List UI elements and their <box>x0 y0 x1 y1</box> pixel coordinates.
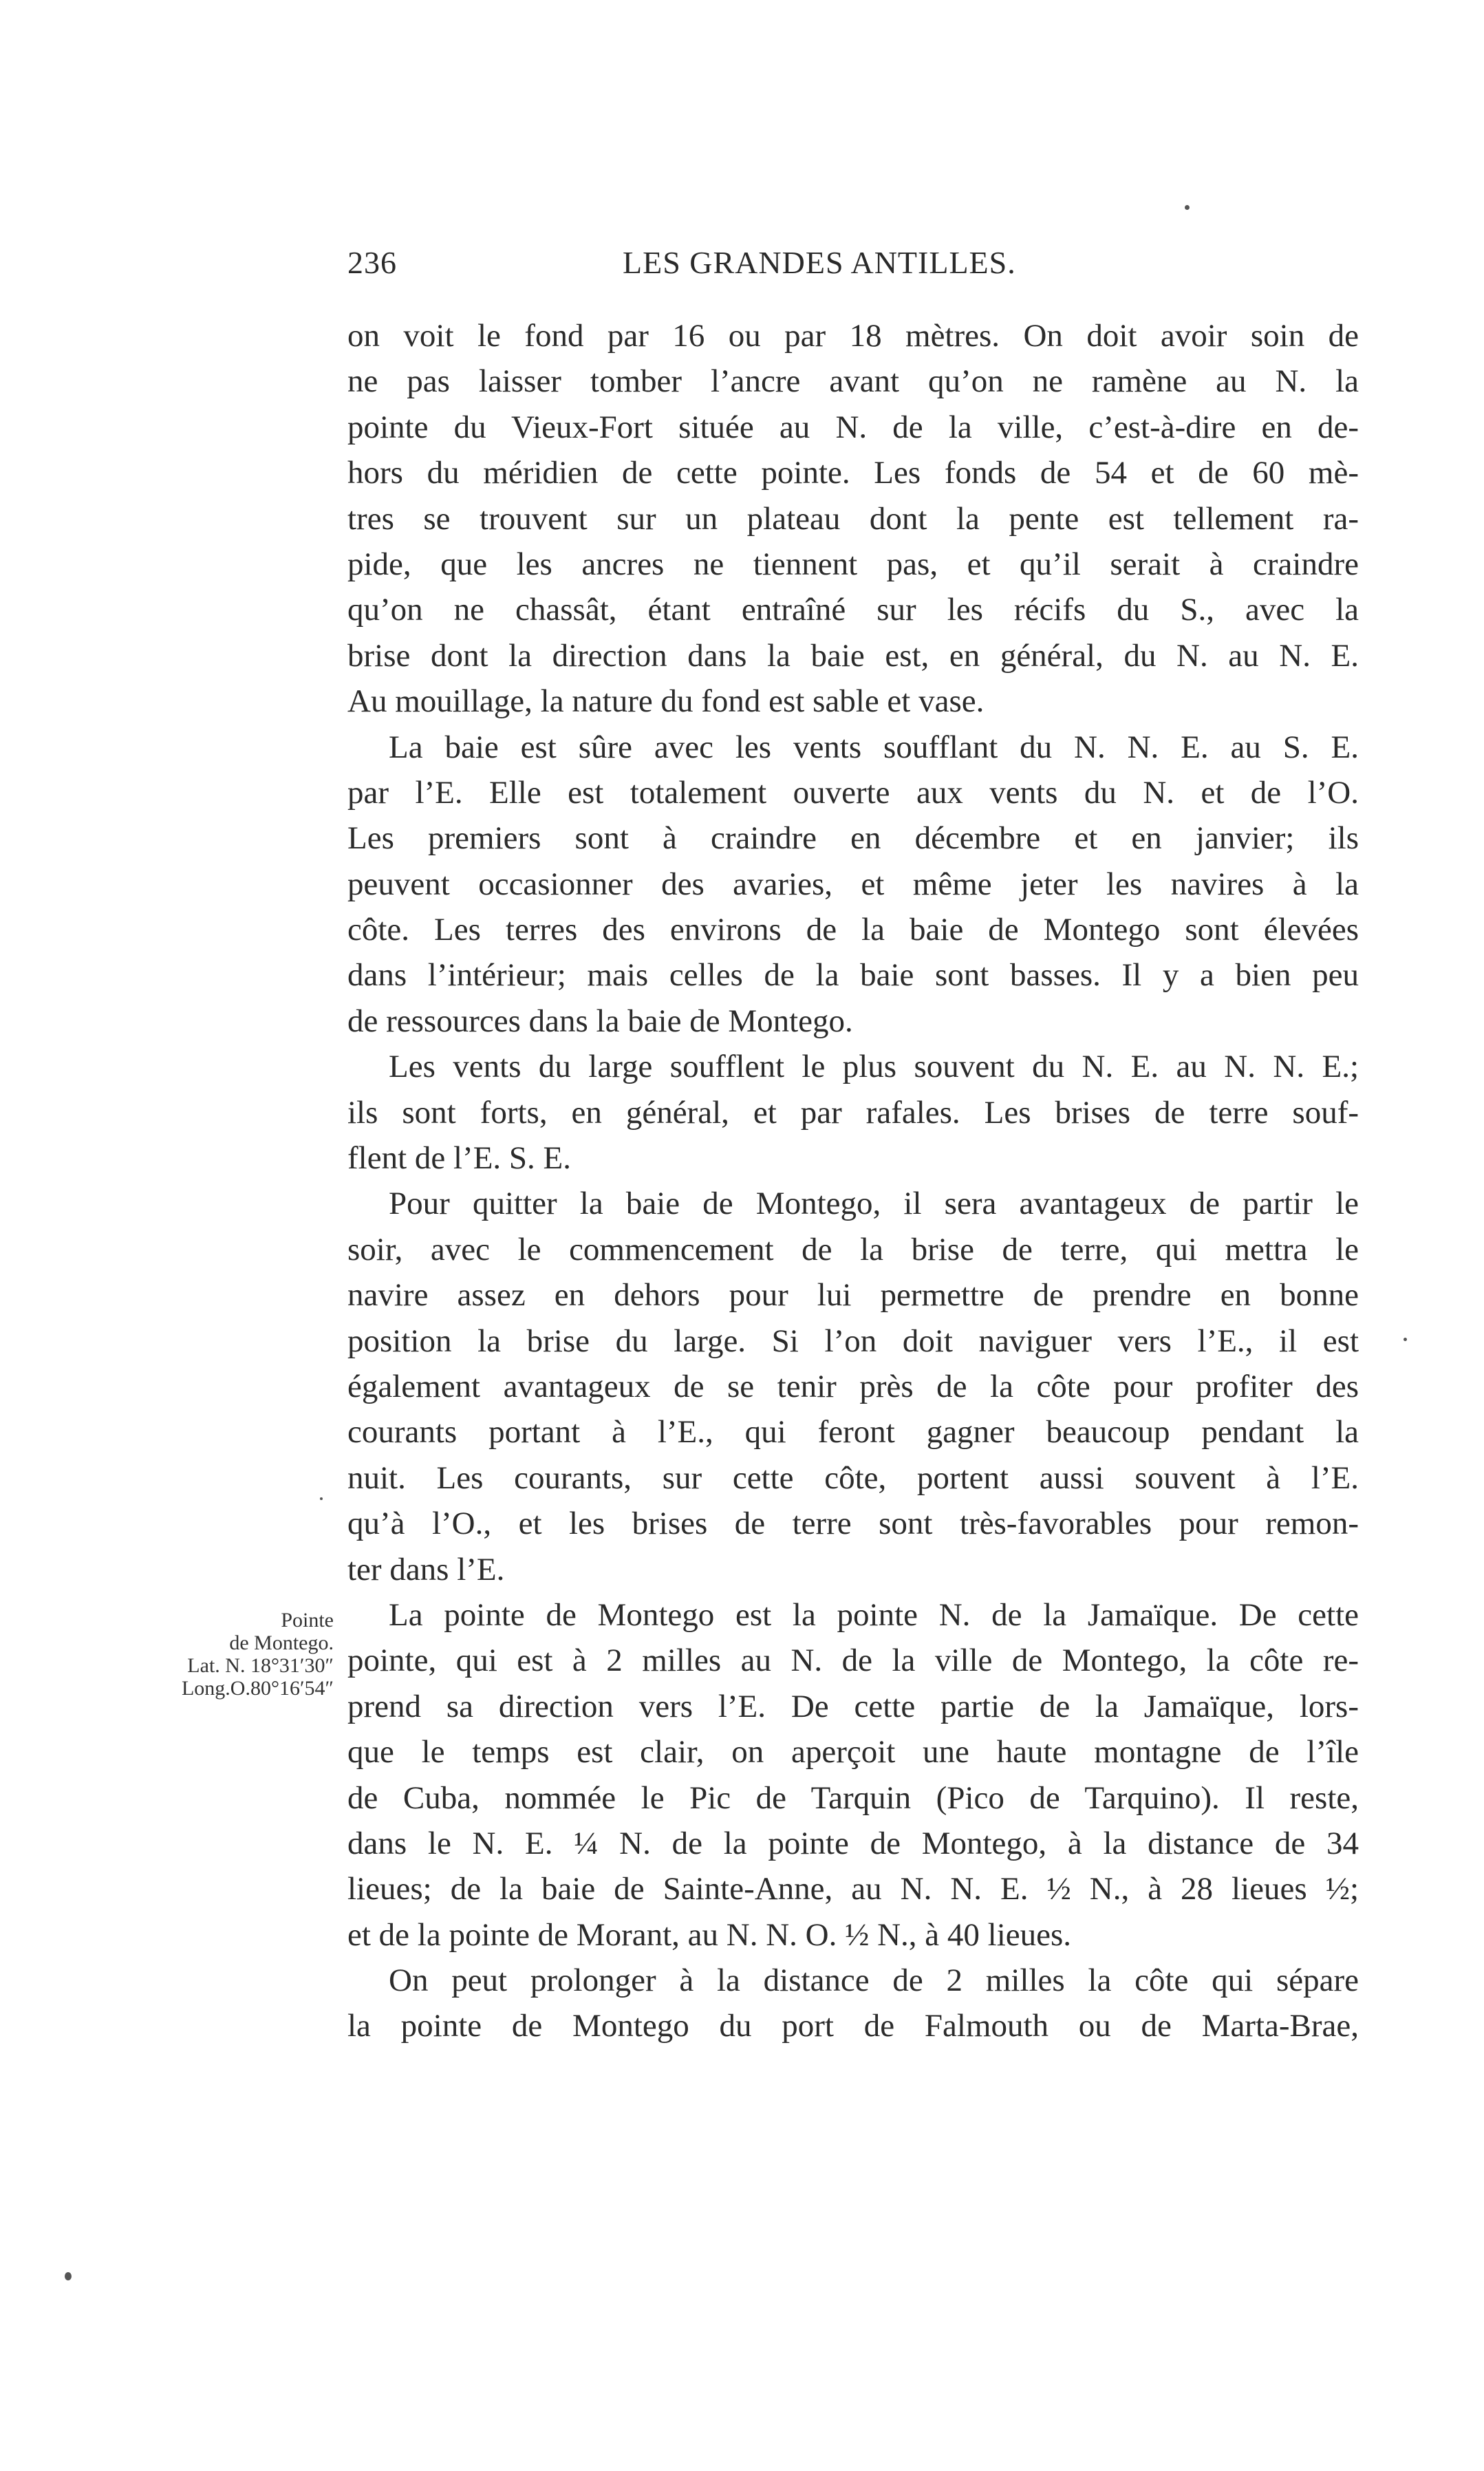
text-line: on voit le fond par 16 ou par 18 mètres. On doit avoir soin de <box>347 318 1359 354</box>
text-line: peuvent occasionner des avaries, et même jeter les navires à la <box>347 866 1359 902</box>
text-line: qu’à l’O., et les brises de terre sont très-favorables pour remon- <box>347 1506 1359 1542</box>
text-line: dans l’intérieur; mais celles de la baie sont basses. Il y a bien peu <box>347 957 1359 994</box>
text-line: courants portant à l’E., qui feront gagner beaucoup pendant la <box>347 1414 1359 1451</box>
text-line: dans le N. E. ¼ N. de la pointe de Montego, à la distance de 34 <box>347 1825 1359 1861</box>
text-line: On peut prolonger à la distance de 2 milles la côte qui sépare <box>389 1962 1359 1999</box>
text-line: tres se trouvent sur un plateau dont la pente est tellement ra- <box>347 500 1359 537</box>
text-line: Au mouillage, la nature du fond est sable et vase. <box>347 683 985 720</box>
text-line: nuit. Les courants, sur cette côte, portent aussi souvent à l’E. <box>347 1459 1359 1496</box>
running-title: LES GRANDES ANTILLES. <box>623 245 1016 280</box>
margin-note-line: de Montego. <box>229 1632 334 1654</box>
margin-note-line: Long.O.80°16′54″ <box>181 1677 334 1700</box>
margin-note-line: Pointe <box>281 1609 334 1632</box>
running-head <box>347 244 1359 286</box>
print-speck <box>65 2272 72 2280</box>
text-line: que le temps est clair, on aperçoit une haute montagne de l’île <box>347 1734 1359 1771</box>
body-text <box>347 313 1359 2049</box>
text-line: pide, que les ancres ne tiennent pas, et qu’il serait à craindre <box>347 546 1359 582</box>
text-line: lieues; de la baie de Sainte-Anne, au N. N. E. ½ N., à 28 lieues ½; <box>347 1871 1359 1907</box>
text-line: par l’E. Elle est totalement ouverte aux vents du N. et de l’O. <box>347 774 1359 811</box>
print-speck <box>1185 205 1190 210</box>
text-line: qu’on ne chassât, étant entraîné sur les récifs du S., avec la <box>347 592 1359 628</box>
text-line: Les premiers sont à craindre en décembre et en janvier; ils <box>347 820 1359 857</box>
paragraph-pointe-montego <box>347 1592 1359 1958</box>
text-line: et de la pointe de Morant, au N. N. O. ½ N., à 40 lieues. <box>347 1916 1072 1953</box>
text-line: flent de l’E. S. E. <box>347 1140 572 1177</box>
text-line: La baie est sûre avec les vents soufflant du N. N. E. au S. E. <box>389 729 1359 765</box>
text-line: soir, avec le commencement de la brise de terre, qui mettra le <box>347 1231 1359 1267</box>
text-line: pointe, qui est à 2 milles au N. de la ville de Montego, la côte re- <box>347 1643 1359 1679</box>
margin-note-pointe-de-montego <box>158 1609 334 1700</box>
text-line: Pour quitter la baie de Montego, il sera avantageux de partir le <box>389 1186 1359 1222</box>
text-line: de Cuba, nommée le Pic de Tarquin (Pico de Tarquino). Il reste, <box>347 1779 1359 1816</box>
print-speck <box>1404 1338 1407 1341</box>
text-line: Les vents du large soufflent le plus souvent du N. E. au N. N. E.; <box>389 1049 1359 1085</box>
text-line: La pointe de Montego est la pointe N. de la Jamaïque. De cette <box>389 1596 1359 1633</box>
text-line: ils sont forts, en général, et par rafales. Les brises de terre souf- <box>347 1094 1359 1131</box>
page-number: 236 <box>347 245 397 280</box>
text-line: brise dont la direction dans la baie est, en général, du N. au N. E. <box>347 637 1359 674</box>
paragraph-winds <box>347 1044 1359 1181</box>
text-line: ne pas laisser tomber l’ancre avant qu’on ne ramène au N. la <box>347 363 1359 400</box>
text-line: prend sa direction vers l’E. De cette partie de la Jamaïque, lors- <box>347 1688 1359 1724</box>
paragraph-bay-safety <box>347 725 1359 1045</box>
margin-note-line: Lat. N. 18°31′30″ <box>187 1654 334 1677</box>
text-line: ter dans l’E. <box>347 1551 505 1587</box>
text-line: navire assez en dehors pour lui permettre de prendre en bonne <box>347 1277 1359 1314</box>
text-line: hors du méridien de cette pointe. Les fonds de 54 et de 60 mè- <box>347 455 1359 491</box>
paragraph-anchorage <box>347 313 1359 725</box>
text-line: côte. Les terres des environs de la baie de Montego sont élevées <box>347 912 1359 948</box>
text-line: également avantageux de se tenir près de la côte pour profiter des <box>347 1368 1359 1404</box>
text-line: de ressources dans la baie de Montego. <box>347 1003 853 1039</box>
text-line: position la brise du large. Si l’on doit naviguer vers l’E., il est <box>347 1323 1359 1359</box>
text-line: la pointe de Montego du port de Falmouth ou de Marta-Brae, <box>347 2008 1359 2044</box>
text-line: pointe du Vieux-Fort située au N. de la ville, c’est-à-dire en de- <box>347 409 1359 445</box>
paragraph-leaving-bay <box>347 1181 1359 1592</box>
paragraph-coast-falmouth <box>347 1958 1359 2049</box>
print-speck <box>320 1497 323 1500</box>
